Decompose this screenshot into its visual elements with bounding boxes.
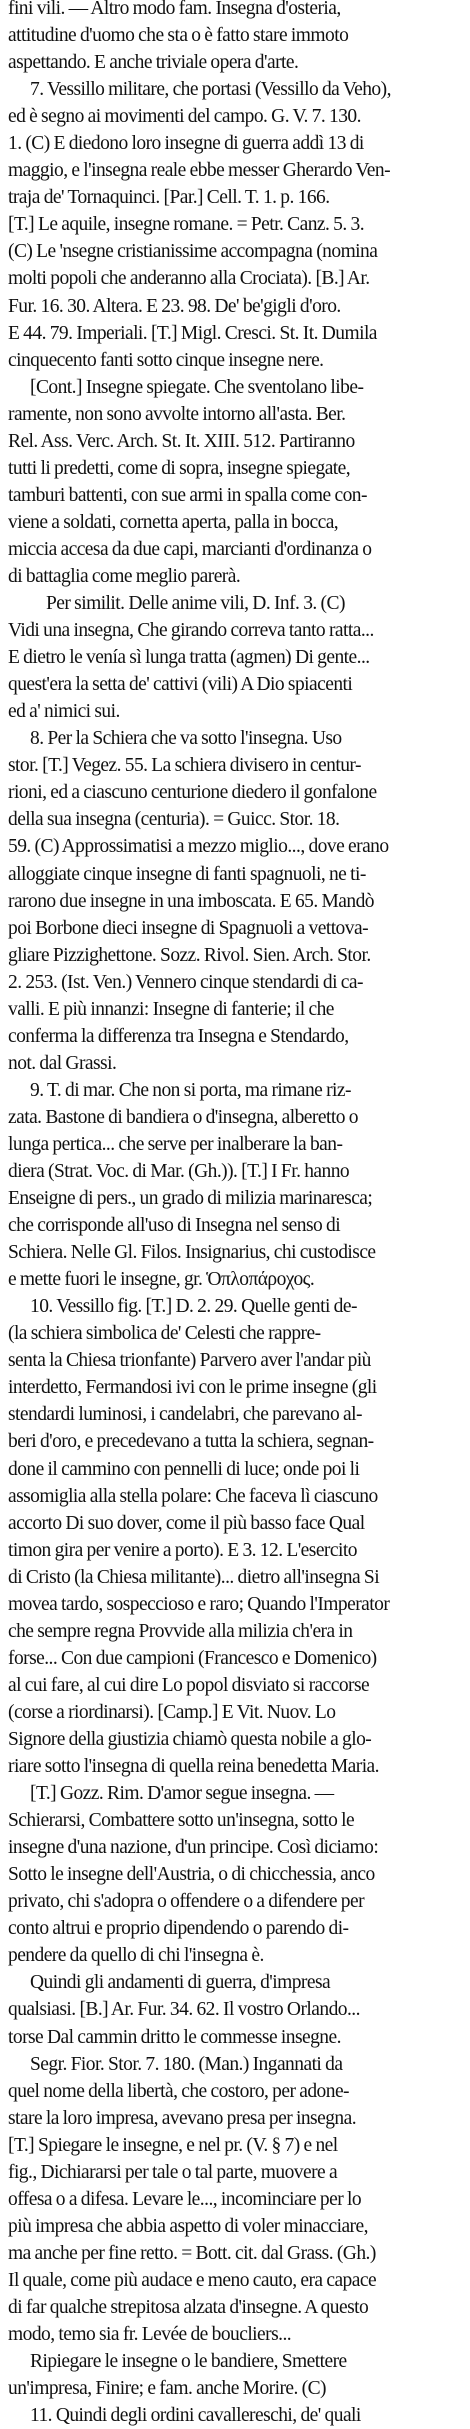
text-line: aspettando. E anche triviale opera d'arte. [8,52,299,74]
text-line: qualsiasi. [B.] Ar. Fur. 34. 62. Il vostro Orlando... [8,1999,360,2021]
text-line: della sua insegna (centuria). = Guicc. Stor. 18. [8,809,340,831]
text-line: Fur. 16. 30. Altera. E 23. 98. De' be'gigli d'oro. [8,295,341,317]
text-line: Rel. Ass. Verc. Arch. St. It. XIII. 512. Partiranno [8,430,355,452]
text-line: torse Dal cammin dritto le commesse insegne. [8,2026,341,2048]
text-line: che sempre regna Provvide alla milizia ch'era in [8,1620,353,1642]
text-line: (la schiera simbolica de' Celesti che rappre- [8,1323,321,1345]
text-line: [Cont.] Insegne spiegate. Che sventolano libe- [30,376,364,398]
text-line: attitudine d'uomo che sta o è fatto stare immoto [8,25,349,47]
text-line: traja de' Tornaquinci. [Par.] Cell. T. 1. p. 166. [8,187,330,209]
text-line: modo, temo sia fr. Levée de boucliers... [8,2324,292,2346]
text-line: Ripiegare le insegne o le bandiere, Smettere [30,2351,347,2373]
text-line: Per similit. Delle anime vili, D. Inf. 3. (C) [46,593,345,615]
text-line: zata. Bastone di bandiera o d'insegna, alberetto o [8,1106,358,1128]
text-line: tutti li predetti, come di sopra, insegne spiegate, [8,457,351,479]
text-line: 7. Vessillo militare, che portasi (Vessillo da Veho), [30,79,391,101]
text-line: ed a' nimici sui. [8,701,120,723]
text-line: Vidi una insegna, Che girando correva tanto ratta... [8,620,374,642]
text-line: 11. Quindi degli ordini cavallereschi, de' quali [30,2405,361,2427]
text-line: quel nome della libertà, che costoro, per adone- [8,2080,349,2102]
text-line: valli. E più innanzi: Insegne di fanterie; il che [8,998,334,1020]
text-line: E 44. 79. Imperiali. [T.] Migl. Cresci. St. It. Dumila [8,322,377,344]
text-line: ed è segno ai movimenti del campo. G. V. 7. 130. [8,106,361,128]
text-line: 8. Per la Schiera che va sotto l'insegna. Uso [30,728,342,750]
text-line: 2. 253. (Ist. Ven.) Vennero cinque stendardi di ca- [8,971,363,993]
text-line: maggio, e l'insegna reale ebbe messer Gherardo Ven- [8,160,391,182]
text-line: [T.] Gozz. Rim. D'amor segue insegna. — [30,1783,334,1805]
text-line: offesa o a difesa. Levare le..., incominciare per lo [8,2188,362,2210]
text-line: molti popoli che anderanno alla Crociata). [B.] Ar. [8,268,370,290]
text-line: not. dal Grassi. [8,1052,117,1074]
text-line: forse... Con due campioni (Francesco e Domenico) [8,1647,377,1669]
text-line: rioni, ed a ciascuno centurione diedero il gonfalone [8,782,377,804]
text-line: conto altrui e proprio dipendendo o parendo di- [8,1918,349,1940]
text-line: pendere da quello di chi l'insegna è. [8,1945,264,1967]
text-line: movea tardo, sospeccioso e raro; Quando l'Imperator [8,1593,390,1615]
text-line: Sotto le insegne dell'Austria, o di chicchessia, anco [8,1864,375,1886]
text-line: interdetto, Fermandosi ivi con le prime insegne (gli [8,1377,377,1399]
text-line: che corrisponde all'uso di Insegna nel senso di [8,1215,341,1237]
text-line: di far qualche strepitosa alzata d'insegne. A questo [8,2296,369,2318]
text-line: ma anche per fine retto. = Bott. cit. dal Grass. (Gh.) [8,2242,376,2264]
text-line: ramente, non sono avvolte intorno all'asta. Ber. [8,403,346,425]
text-line: 9. T. di mar. Che non si porta, ma rimane riz- [30,1079,351,1101]
text-line: timon gira per venire a porto). E 3. 12. L'esercito [8,1539,357,1561]
text-line: diera (Strat. Voc. di Mar. (Gh.)). [T.] I Fr. hanno [8,1161,350,1183]
text-line: beri d'oro, e precedevano a tutta la schiera, segnan- [8,1431,374,1453]
text-line: senta la Chiesa trionfante) Parvero aver l'andar più [8,1350,371,1372]
text-line: 59. (C) Approssimatisi a mezzo miglio..., dove erano [8,836,389,858]
text-line: e mette fuori le insegne, gr. Ὁπλοπάροχος. [8,1269,315,1291]
text-line: assomiglia alla stella polare: Che faceva lì ciascuno [8,1485,378,1507]
text-line: Enseigne di pers., un grado di milizia marinaresca; [8,1188,373,1210]
text-line: viene a soldati, cornetta aperta, palla in bocca, [8,511,339,533]
text-line: Segr. Fior. Stor. 7. 180. (Man.) Ingannati da [30,2053,343,2075]
text-line: lunga pertica... che serve per inalberare la ban- [8,1133,343,1155]
text-line: Quindi gli andamenti di guerra, d'impresa [30,1972,331,1994]
text-line: stor. [T.] Vegez. 55. La schiera divisero in centur- [8,755,361,777]
text-line: cinquecento fanti sotto cinque insegne nere. [8,349,324,371]
text-line: privato, chi s'adopra o offendere o a difendere per [8,1891,365,1913]
text-line: un'impresa, Finire; e fam. anche Morire. (C) [8,2378,326,2400]
text-line: accorto Di suo dover, come il più basso face Qual [8,1512,365,1534]
text-line: rarono due insegne in una imboscata. E 65. Mandò [8,890,374,912]
text-line: Signore della giustizia chiamò questa nobile a glo- [8,1729,372,1750]
text-line: stendardi luminosi, i candelabri, che parevano al- [8,1404,362,1426]
text-line: [T.] Spiegare le insegne, e nel pr. (V. § 7) e nel [8,2134,338,2156]
text-line: (C) Le 'nsegne cristianissime accompagna (nomina [8,241,378,263]
text-line: insegne d'una nazione, d'un principe. Così diciamo: [8,1837,379,1859]
text-line: done il cammino con pennelli di luce; onde poi li [8,1458,360,1480]
text-line: di Cristo (la Chiesa militante)... dietro all'insegna Si [8,1566,380,1588]
text-line: al cui fare, al cui dire Lo popol disviato si raccorse [8,1674,370,1696]
text-line: Schierarsi, Combattere sotto un'insegna, sotto le [8,1810,355,1832]
text-line: alloggiate cinque insegne di fanti spagnuoli, ne ti- [8,863,366,885]
text-line: di battaglia come meglio parerà. [8,565,241,587]
text-line: gliare Pizzighettone. Sozz. Rivol. Sien. Arch. Stor. [8,944,371,966]
text-line: miccia accesa da due capi, marcianti d'ordinanza o [8,538,372,560]
text-line: Schiera. Nelle Gl. Filos. Insignarius, chi custodisce [8,1242,376,1264]
text-line: tamburi battenti, con sue armi in spalla come con- [8,484,367,506]
text-line: più impresa che abbia aspetto di voler minacciare, [8,2215,368,2237]
text-line: fig., Dichiararsi per tale o tal parte, muovere a [8,2161,338,2183]
text-column [8,0,466,2429]
text-line: 1. (C) E diedono loro insegne di guerra addì 13 di [8,133,364,155]
text-line: conferma la differenza tra Insegna e Stendardo, [8,1025,349,1047]
text-line: [T.] Le aquile, insegne romane. = Petr. Canz. 5. 3. [8,214,365,236]
text-line: poi Borbone dieci insegne di Spagnuoli a vettova- [8,917,369,939]
text-line: Il quale, come più audace e meno cauto, era capace [8,2269,377,2291]
text-line: E dietro le venía sì lunga tratta (agmen) Di gente... [8,647,370,669]
text-line: quest'era la setta de' cattivi (vili) A Dio spiacenti [8,674,353,696]
text-line: riare sotto l'insegna di quella reina benedetta Maria. [8,1756,379,1778]
text-line: fini vili. — Altro modo fam. Insegna d'osteria, [8,0,341,19]
text-line: (corse a riordinarsi). [Camp.] E Vit. Nuov. Lo [8,1701,336,1723]
text-line: 10. Vessillo fig. [T.] D. 2. 29. Quelle genti de- [30,1296,357,1318]
text-line: stare la loro impresa, avevano presa per insegna. [8,2107,357,2129]
